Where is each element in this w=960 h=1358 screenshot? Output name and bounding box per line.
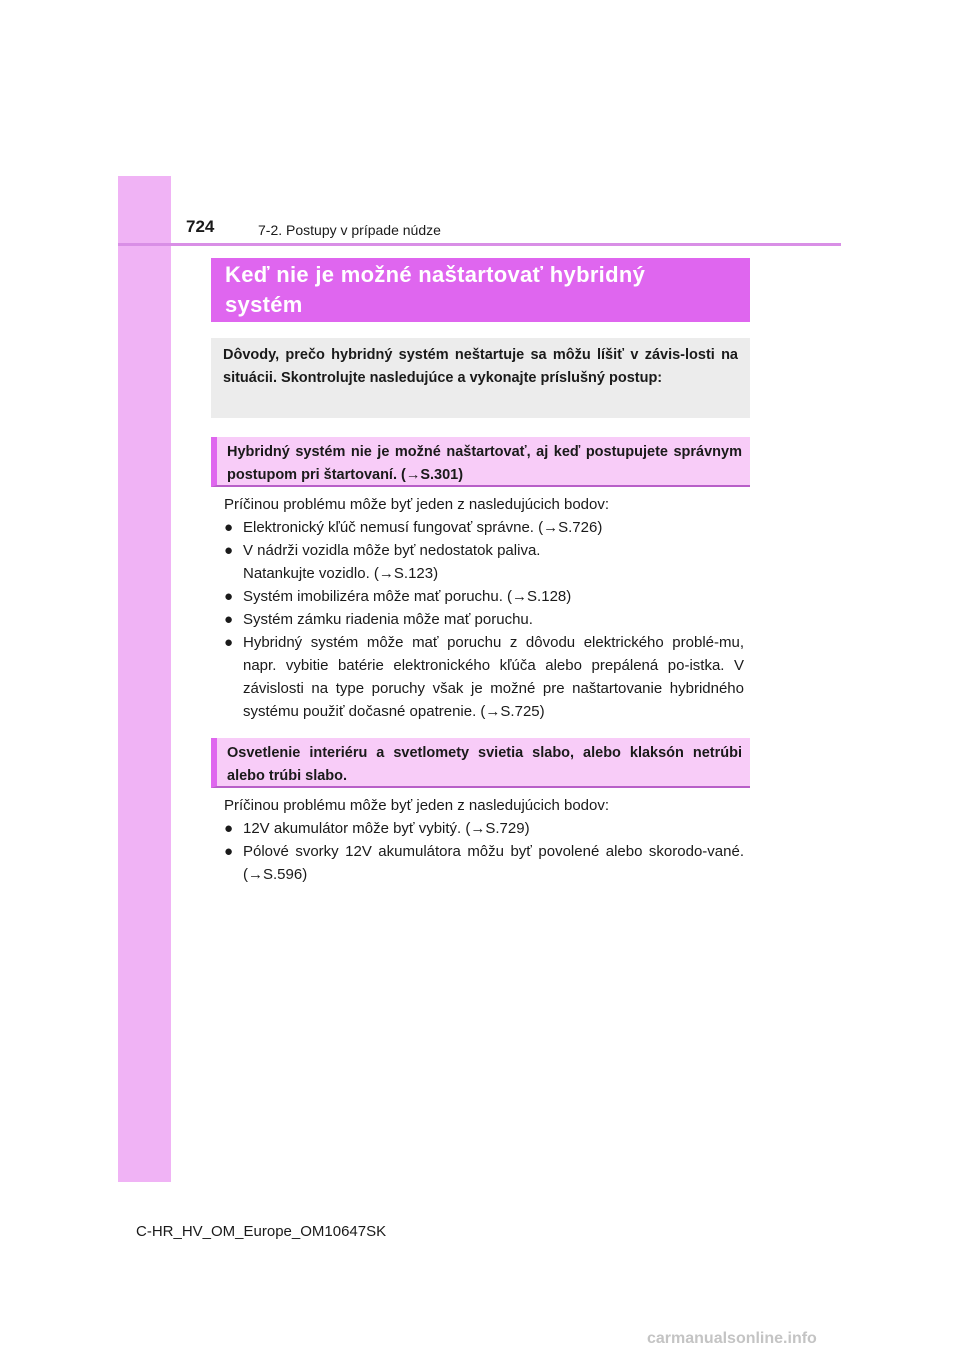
- section-2-lead: Príčinou problému môže byť jeden z nasledujúcich bodov:: [224, 797, 610, 814]
- list-item-text: Hybridný systém môže mať poruchu z dôvodu elektrického problé-mu, napr. vybitie batérie elektronického kľúča alebo prepálená po-istka. V závislosti na type poruchy však je možné pre naštartovanie hybridného systému použiť dočasné opatrenie. (→S.725): [243, 634, 744, 720]
- sidebar-band: [118, 176, 171, 1182]
- list-item-text: Elektronický kľúč nemusí fungovať správne. (→S.726): [243, 519, 603, 536]
- bullet-icon: ●: [224, 843, 234, 860]
- header-divider: [118, 243, 841, 246]
- list-item: [224, 539, 744, 585]
- list-item: [224, 585, 744, 608]
- bullet-icon: ●: [224, 519, 234, 536]
- section-2-body: [224, 794, 744, 886]
- list-item-text: 12V akumulátor môže byť vybitý. (→S.729): [243, 820, 530, 837]
- bullet-icon: ●: [224, 542, 234, 559]
- list-item: [224, 516, 744, 539]
- bullet-icon: ●: [224, 611, 234, 628]
- page-number: 724: [186, 217, 215, 236]
- list-item-text: Systém zámku riadenia môže mať poruchu.: [243, 611, 533, 628]
- section-1-body: [224, 493, 744, 723]
- intro-text: Dôvody, prečo hybridný systém neštartuje sa môžu líšiť v závis-losti na situácii. Skontrolujte nasledujúce a vykonajte príslušný postup:: [223, 347, 738, 386]
- intro-box: [211, 338, 750, 418]
- title-box: [211, 258, 750, 322]
- section-1-lead: Príčinou problému môže byť jeden z nasledujúcich bodov:: [224, 496, 610, 513]
- list-item: [224, 817, 744, 840]
- list-item-text: Pólové svorky 12V akumulátora môžu byť povolené alebo skorodo-vané. (→S.596): [243, 843, 744, 883]
- page-title-line1: Keď nie je možné naštartovať hybridný: [225, 262, 646, 287]
- section-header: 7-2. Postupy v prípade núdze: [258, 222, 441, 238]
- watermark: carmanualsonline.info: [647, 1330, 817, 1347]
- bullet-icon: ●: [224, 820, 234, 837]
- subheading-1: Hybridný systém nie je možné naštartovať, aj keď postupujete správnym postupom pri štartovaní. (→S.301): [227, 444, 742, 483]
- bullet-icon: ●: [224, 588, 234, 605]
- footer-doc-id: C-HR_HV_OM_Europe_OM10647SK: [136, 1223, 387, 1240]
- subheading-2: Osvetlenie interiéru a svetlomety svietia slabo, alebo klaksón netrúbi alebo trúbi slabo.: [227, 745, 742, 784]
- list-item-text: V nádrži vozidla môže byť nedostatok paliva.: [243, 542, 541, 559]
- list-item: [224, 608, 744, 631]
- list-item-continuation: Natankujte vozidlo. (→S.123): [243, 565, 439, 582]
- list-item: [224, 840, 744, 886]
- list-item: [224, 631, 744, 723]
- page-title-line2: systém: [225, 292, 303, 317]
- subheading-box-2: [211, 738, 750, 788]
- bullet-icon: ●: [224, 634, 234, 651]
- list-item-text: Systém imobilizéra môže mať poruchu. (→S.128): [243, 588, 572, 605]
- subheading-box-1: [211, 437, 750, 487]
